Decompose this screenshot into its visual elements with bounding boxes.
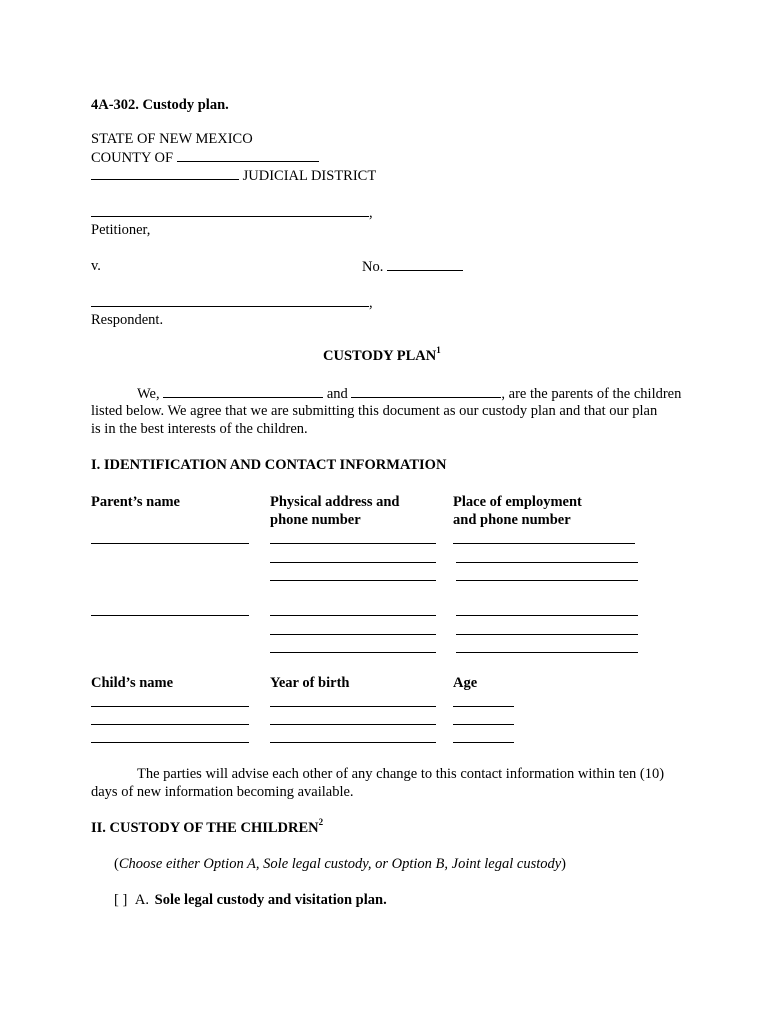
district-field[interactable] — [91, 166, 239, 180]
case-number-label: No. — [362, 259, 384, 275]
intro-we: We, — [137, 386, 160, 402]
child-3-birth-field[interactable] — [270, 742, 436, 743]
parent-1-employment-field-3[interactable] — [456, 580, 638, 581]
parent-2-address-field-3[interactable] — [270, 652, 436, 653]
option-a-checkbox[interactable]: [ ] — [114, 892, 128, 908]
case-number-line — [362, 257, 463, 276]
intro-line-1-end: , are the parents of the children — [501, 386, 682, 402]
county-label: COUNTY OF — [91, 150, 174, 166]
option-a-label: Sole legal custody and visitation plan. — [154, 892, 387, 908]
document-title-text: CUSTODY PLAN — [323, 348, 437, 364]
parent-2-employment-field-3[interactable] — [456, 652, 638, 653]
judicial-district-label: JUDICIAL DISTRICT — [242, 168, 377, 184]
custody-instruction-text: Choose either Option A, Sole legal custody, or Option B, Joint legal custody — [118, 856, 562, 872]
section-2-heading-text: II. CUSTODY OF THE CHILDREN — [91, 820, 319, 836]
child-3-age-field[interactable] — [453, 742, 514, 743]
birth-year-header: Year of birth — [270, 675, 350, 691]
intro-line-3: is in the best interests of the children. — [91, 421, 308, 437]
child-1-age-field[interactable] — [453, 706, 514, 707]
child-2-birth-field[interactable] — [270, 724, 436, 725]
parent-1-employment-field-2[interactable] — [456, 562, 638, 563]
parent-1-address-field-1[interactable] — [270, 543, 436, 544]
parent-1-address-field-3[interactable] — [270, 580, 436, 581]
county-field[interactable] — [177, 148, 319, 162]
intro-and: and — [326, 386, 348, 402]
section-2-heading — [91, 819, 323, 837]
child-1-birth-field[interactable] — [270, 706, 436, 707]
address-header-1: Physical address and — [270, 494, 400, 510]
parent-2-field[interactable] — [351, 384, 501, 398]
option-a-line — [114, 891, 387, 909]
parent-1-employment-field-1[interactable] — [453, 543, 635, 544]
parent-2-employment-field-1[interactable] — [456, 615, 638, 616]
footnote-ref-1[interactable]: 1 — [436, 345, 441, 355]
respondent-name-line — [91, 293, 373, 312]
form-title: 4A-302. Custody plan. — [91, 97, 229, 113]
case-number-field[interactable] — [387, 257, 463, 271]
child-2-age-field[interactable] — [453, 724, 514, 725]
intro-line-2: listed below. We agree that we are submitting this document as our custody plan and that our plan — [91, 403, 658, 419]
parent-1-field[interactable] — [163, 384, 323, 398]
footnote-ref-2[interactable]: 2 — [318, 817, 324, 827]
parent-2-address-field-2[interactable] — [270, 634, 436, 635]
respondent-label: Respondent. — [91, 312, 164, 328]
versus-label: v. — [91, 258, 101, 274]
county-line — [91, 148, 319, 167]
parent-2-name-field[interactable] — [91, 615, 249, 616]
document-title — [323, 347, 441, 365]
petitioner-label: Petitioner, — [91, 222, 151, 238]
address-header-2: phone number — [270, 512, 361, 528]
respondent-comma: , — [369, 295, 373, 311]
notice-line-2: days of new information becoming available. — [91, 784, 354, 800]
section-1-heading: I. IDENTIFICATION AND CONTACT INFORMATION — [91, 457, 447, 473]
option-a-letter: A. — [134, 892, 150, 908]
child-1-name-field[interactable] — [91, 706, 249, 707]
child-3-name-field[interactable] — [91, 742, 249, 743]
custody-instruction: (Choose either Option A, Sole legal custody, or Option B, Joint legal custody) — [114, 856, 567, 872]
notice-line-1: The parties will advise each other of any change to this contact information within ten (10) — [137, 766, 665, 782]
child-name-header: Child’s name — [91, 675, 174, 691]
respondent-name-field[interactable] — [91, 293, 369, 307]
parent-1-name-field[interactable] — [91, 543, 249, 544]
petitioner-name-field[interactable] — [91, 203, 369, 217]
district-line — [91, 166, 376, 185]
state-name: STATE OF NEW MEXICO — [91, 131, 253, 147]
petitioner-name-line — [91, 203, 373, 222]
employment-header-2: and phone number — [453, 512, 571, 528]
petitioner-comma: , — [369, 205, 373, 221]
parent-2-employment-field-2[interactable] — [456, 634, 638, 635]
child-2-name-field[interactable] — [91, 724, 249, 725]
parent-1-address-field-2[interactable] — [270, 562, 436, 563]
parent-name-header: Parent’s name — [91, 494, 180, 510]
employment-header-1: Place of employment — [453, 494, 582, 510]
age-header: Age — [453, 675, 478, 691]
parent-2-address-field-1[interactable] — [270, 615, 436, 616]
intro-line-1 — [137, 384, 681, 403]
